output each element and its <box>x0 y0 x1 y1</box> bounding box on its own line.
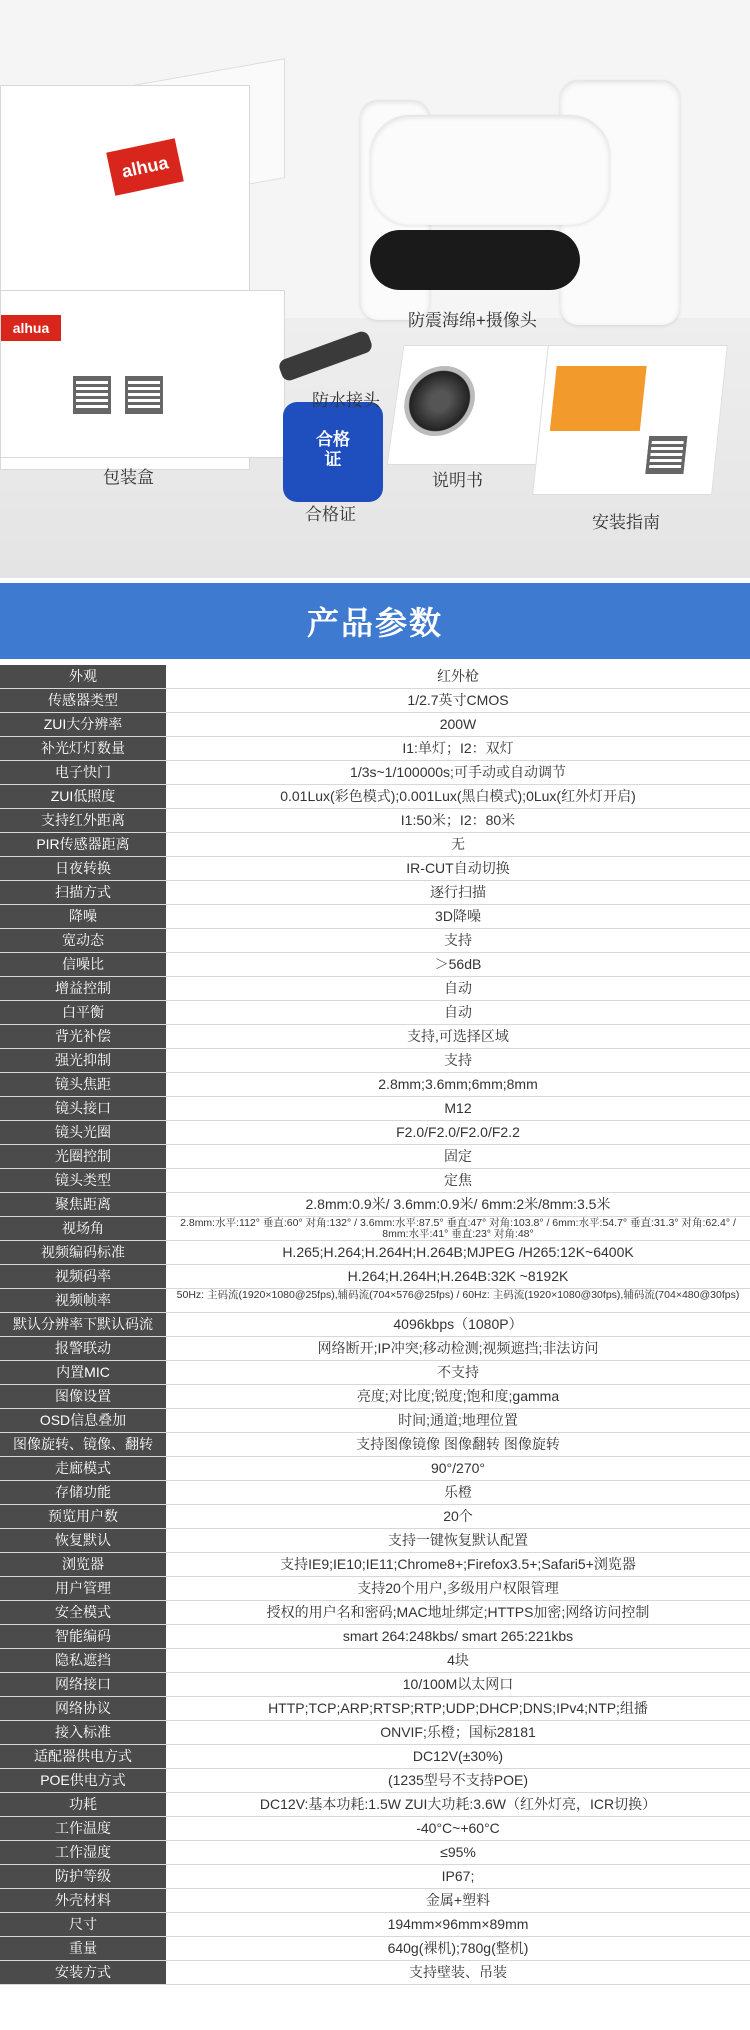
spec-key: 智能编码 <box>0 1625 166 1648</box>
spec-key: 隐私遮挡 <box>0 1649 166 1672</box>
spec-value: DC12V:基本功耗:1.5W ZUI大功耗:3.6W（红外灯亮，ICR切换） <box>259 1796 657 1812</box>
spec-key: 镜头类型 <box>0 1169 166 1192</box>
spec-value: ONVIF;乐橙；国标28181 <box>380 1724 536 1740</box>
spec-key: 适配器供电方式 <box>0 1745 166 1768</box>
spec-key: 图像设置 <box>0 1385 166 1408</box>
spec-value: 20个 <box>443 1508 473 1524</box>
spec-value: 1/3s~1/100000s;可手动或自动调节 <box>350 764 566 780</box>
spec-row <box>0 1457 750 1481</box>
spec-row <box>0 977 750 1001</box>
spec-key: 接入标准 <box>0 1721 166 1744</box>
spec-value: 50Hz: 主码流(1920×1080@25fps),辅码流(704×576@25fps) / 60Hz: 主码流(1920×1080@30fps),辅码流(704×480@30fps) <box>176 1289 740 1301</box>
spec-row <box>0 1697 750 1721</box>
label-waterproof: 防水接头 <box>312 391 380 410</box>
spec-value: 网络断开;IP冲突;移动检测;视频遮挡;非法访问 <box>317 1340 599 1356</box>
spec-value: F2.0/F2.0/F2.0/F2.2 <box>396 1124 520 1140</box>
spec-key: 镜头焦距 <box>0 1073 166 1096</box>
spec-value: 支持IE9;IE10;IE11;Chrome8+;Firefox3.5+;Safari5+浏览器 <box>280 1556 636 1572</box>
spec-row <box>0 1241 750 1265</box>
spec-row <box>0 881 750 905</box>
spec-key: ZUI低照度 <box>0 785 166 808</box>
spec-row <box>0 785 750 809</box>
spec-value: 乐橙 <box>444 1484 472 1500</box>
spec-value: H.264;H.264H;H.264B:32K ~8192K <box>347 1268 569 1284</box>
spec-key: 白平衡 <box>0 1001 166 1024</box>
spec-key: 镜头光圈 <box>0 1121 166 1144</box>
spec-value: 无 <box>451 836 465 852</box>
spec-row <box>0 1721 750 1745</box>
spec-key: 工作温度 <box>0 1817 166 1840</box>
label-manual: 说明书 <box>432 471 483 490</box>
spec-row <box>0 809 750 833</box>
spec-row <box>0 689 750 713</box>
spec-value: (1235型号不支持POE) <box>387 1772 529 1788</box>
params-banner <box>0 583 750 659</box>
spec-value: I1:单灯；I2：双灯 <box>402 740 514 756</box>
spec-key: 工作湿度 <box>0 1841 166 1864</box>
spec-value: 10/100M以太网口 <box>402 1676 514 1692</box>
spec-key: ZUI大分辨率 <box>0 713 166 736</box>
spec-value: M12 <box>444 1100 472 1116</box>
spec-row <box>0 1577 750 1601</box>
spec-row <box>0 1553 750 1577</box>
spec-row <box>0 1337 750 1361</box>
spec-value: 支持一键恢复默认配置 <box>388 1532 528 1548</box>
camera-body <box>370 230 580 290</box>
spec-key: 视频编码标准 <box>0 1241 166 1264</box>
spec-row <box>0 857 750 881</box>
spec-value: I1:50米；I2：80米 <box>400 812 516 828</box>
qr-code-icon <box>73 376 111 414</box>
spec-key: 恢复默认 <box>0 1529 166 1552</box>
spec-row <box>0 665 750 689</box>
spec-value: 2.8mm:水平:112° 垂直:60° 对角:132° / 3.6mm:水平:87.5° 垂直:47° 对角:103.8° / 6mm:水平:54.7° 垂直:31.3° 对角:62.4° / 8mm:水平:41° 垂直:23° 对角:48° <box>180 1217 736 1240</box>
spec-key: 默认分辨率下默认码流 <box>0 1313 166 1336</box>
spec-row <box>0 761 750 785</box>
spec-key: 外观 <box>0 665 166 688</box>
spec-row <box>0 1649 750 1673</box>
spec-key: 用户管理 <box>0 1577 166 1600</box>
spec-row <box>0 1025 750 1049</box>
label-guide: 安装指南 <box>592 513 660 532</box>
spec-row <box>0 1961 750 1985</box>
spec-key: 网络接口 <box>0 1673 166 1696</box>
spec-value: 授权的用户名和密码;MAC地址绑定;HTTPS加密;网络访问控制 <box>266 1604 650 1620</box>
spec-value: 4096kbps（1080P） <box>393 1316 523 1332</box>
spec-key: 宽动态 <box>0 929 166 952</box>
spec-value: H.265;H.264;H.264H;H.264B;MJPEG /H265:12K~6400K <box>282 1244 634 1260</box>
spec-key: 强光抑制 <box>0 1049 166 1072</box>
install-guide-sheet <box>532 345 728 495</box>
spec-key: 功耗 <box>0 1793 166 1816</box>
spec-row <box>0 1625 750 1649</box>
spec-row <box>0 1169 750 1193</box>
spec-value: IP67; <box>441 1868 475 1884</box>
package-box-side <box>0 290 285 458</box>
spec-value: IR-CUT自动切换 <box>406 860 510 876</box>
label-box: 包装盒 <box>103 468 154 487</box>
spec-row <box>0 1889 750 1913</box>
spec-value: 固定 <box>444 1148 472 1164</box>
certificate-card <box>283 402 383 502</box>
spec-value: 支持 <box>444 1052 472 1068</box>
spec-key: 视场角 <box>0 1217 166 1240</box>
spec-value: DC12V(±30%) <box>412 1748 504 1764</box>
spec-key: 网络协议 <box>0 1697 166 1720</box>
spec-value: 金属+塑料 <box>425 1892 491 1908</box>
spec-value: 3D降噪 <box>435 908 481 924</box>
spec-key: POE供电方式 <box>0 1769 166 1792</box>
spec-value: ＞56dB <box>434 956 482 972</box>
spec-value: 亮度;对比度;锐度;饱和度;gamma <box>356 1388 560 1404</box>
spec-row <box>0 905 750 929</box>
spec-row <box>0 713 750 737</box>
spec-row <box>0 1505 750 1529</box>
spec-key: 传感器类型 <box>0 689 166 712</box>
brand-logo-side: alhua <box>1 315 61 341</box>
spec-key: 聚焦距离 <box>0 1193 166 1216</box>
spec-value: 自动 <box>444 1004 472 1020</box>
spec-row <box>0 1145 750 1169</box>
banner-title: 产品参数 <box>306 605 443 641</box>
spec-value: 200W <box>439 716 477 732</box>
spec-value: 时间;通道;地理位置 <box>398 1412 518 1428</box>
spec-key: 背光补偿 <box>0 1025 166 1048</box>
qr-code-icon <box>125 376 163 414</box>
spec-row <box>0 1217 750 1241</box>
spec-row <box>0 1193 750 1217</box>
spec-row <box>0 1673 750 1697</box>
spec-value: 逐行扫描 <box>430 884 486 900</box>
spec-key: 补光灯灯数量 <box>0 737 166 760</box>
spec-value: ≤95% <box>440 1844 476 1860</box>
spec-key: 视频帧率 <box>0 1289 166 1312</box>
spec-key: 安全模式 <box>0 1601 166 1624</box>
spec-row <box>0 833 750 857</box>
spec-value: 不支持 <box>437 1364 479 1380</box>
spec-row <box>0 1121 750 1145</box>
spec-key: 视频码率 <box>0 1265 166 1288</box>
spec-value: 定焦 <box>444 1172 472 1188</box>
spec-value: 90°/270° <box>430 1460 486 1476</box>
label-certificate: 合格证 <box>305 505 356 524</box>
spec-key: 光圈控制 <box>0 1145 166 1168</box>
spec-row <box>0 1049 750 1073</box>
brand-logo: alhua <box>106 138 184 196</box>
spec-key: 支持红外距离 <box>0 809 166 832</box>
spec-row <box>0 1769 750 1793</box>
spec-key: 外壳材料 <box>0 1889 166 1912</box>
spec-row <box>0 1433 750 1457</box>
spec-key: 尺寸 <box>0 1913 166 1936</box>
spec-value: 支持 <box>444 932 472 948</box>
foam-top <box>370 115 610 225</box>
spec-key: 镜头接口 <box>0 1097 166 1120</box>
spec-key: 防护等级 <box>0 1865 166 1888</box>
spec-value: 2.8mm:0.9米/ 3.6mm:0.9米/ 6mm:2米/8mm:3.5米 <box>305 1196 611 1212</box>
spec-row <box>0 1793 750 1817</box>
spec-row <box>0 1529 750 1553</box>
spec-key: 扫描方式 <box>0 881 166 904</box>
spec-key: 重量 <box>0 1937 166 1960</box>
spec-key: 降噪 <box>0 905 166 928</box>
spec-key: 增益控制 <box>0 977 166 1000</box>
spec-row <box>0 1097 750 1121</box>
spec-value: 0.01Lux(彩色模式);0.001Lux(黑白模式);0Lux(红外灯开启) <box>280 788 636 804</box>
spec-value: 支持图像镜像 图像翻转 图像旋转 <box>356 1436 560 1452</box>
spec-value: 支持壁装、吊装 <box>409 1964 507 1980</box>
spec-row <box>0 1481 750 1505</box>
spec-value: 红外枪 <box>437 668 479 684</box>
spec-value: 2.8mm;3.6mm;6mm;8mm <box>378 1076 538 1092</box>
spec-row <box>0 1001 750 1025</box>
lens-icon <box>400 366 480 436</box>
spec-value: 640g(裸机);780g(整机) <box>387 1940 529 1956</box>
spec-key: PIR传感器距离 <box>0 833 166 856</box>
product-photo <box>0 0 750 578</box>
spec-row <box>0 1361 750 1385</box>
spec-value: smart 264:248kbs/ smart 265:221kbs <box>342 1628 574 1644</box>
manual-booklet <box>387 345 554 465</box>
spec-row <box>0 1265 750 1289</box>
spec-table <box>0 665 750 1985</box>
spec-row <box>0 737 750 761</box>
spec-key: 日夜转换 <box>0 857 166 880</box>
spec-key: 预览用户数 <box>0 1505 166 1528</box>
spec-key: 信噪比 <box>0 953 166 976</box>
spec-key: 安装方式 <box>0 1961 166 1984</box>
spec-value: 4块 <box>447 1652 469 1668</box>
spec-row <box>0 953 750 977</box>
spec-row <box>0 1745 750 1769</box>
spec-value: HTTP;TCP;ARP;RTSP;RTP;UDP;DHCP;DNS;IPv4;NTP;组播 <box>268 1700 648 1716</box>
guide-orange-panel <box>550 366 647 431</box>
spec-row <box>0 1385 750 1409</box>
spec-row <box>0 1913 750 1937</box>
spec-key: OSD信息叠加 <box>0 1409 166 1432</box>
spec-value: 支持,可选择区域 <box>407 1028 509 1044</box>
qr-code-icon <box>645 436 687 474</box>
spec-key: 电子快门 <box>0 761 166 784</box>
spec-value: 1/2.7英寸CMOS <box>407 692 509 708</box>
spec-key: 存储功能 <box>0 1481 166 1504</box>
spec-row <box>0 1865 750 1889</box>
spec-row <box>0 1817 750 1841</box>
spec-value: -40°C~+60°C <box>416 1820 500 1836</box>
spec-row <box>0 1601 750 1625</box>
spec-value: 自动 <box>444 980 472 996</box>
spec-row <box>0 1841 750 1865</box>
spec-row <box>0 1313 750 1337</box>
spec-row <box>0 1409 750 1433</box>
spec-key: 浏览器 <box>0 1553 166 1576</box>
spec-key: 走廊模式 <box>0 1457 166 1480</box>
label-foam-camera: 防震海绵+摄像头 <box>408 311 537 330</box>
spec-row <box>0 1937 750 1961</box>
spec-row <box>0 1289 750 1313</box>
spec-key: 报警联动 <box>0 1337 166 1360</box>
certificate-text: 合格 证 <box>316 430 350 469</box>
spec-value: 支持20个用户,多级用户权限管理 <box>357 1580 559 1596</box>
spec-row <box>0 1073 750 1097</box>
spec-row <box>0 929 750 953</box>
spec-key: 图像旋转、镜像、翻转 <box>0 1433 166 1456</box>
spec-key: 内置MIC <box>0 1361 166 1384</box>
spec-value: 194mm×96mm×89mm <box>387 1916 529 1932</box>
